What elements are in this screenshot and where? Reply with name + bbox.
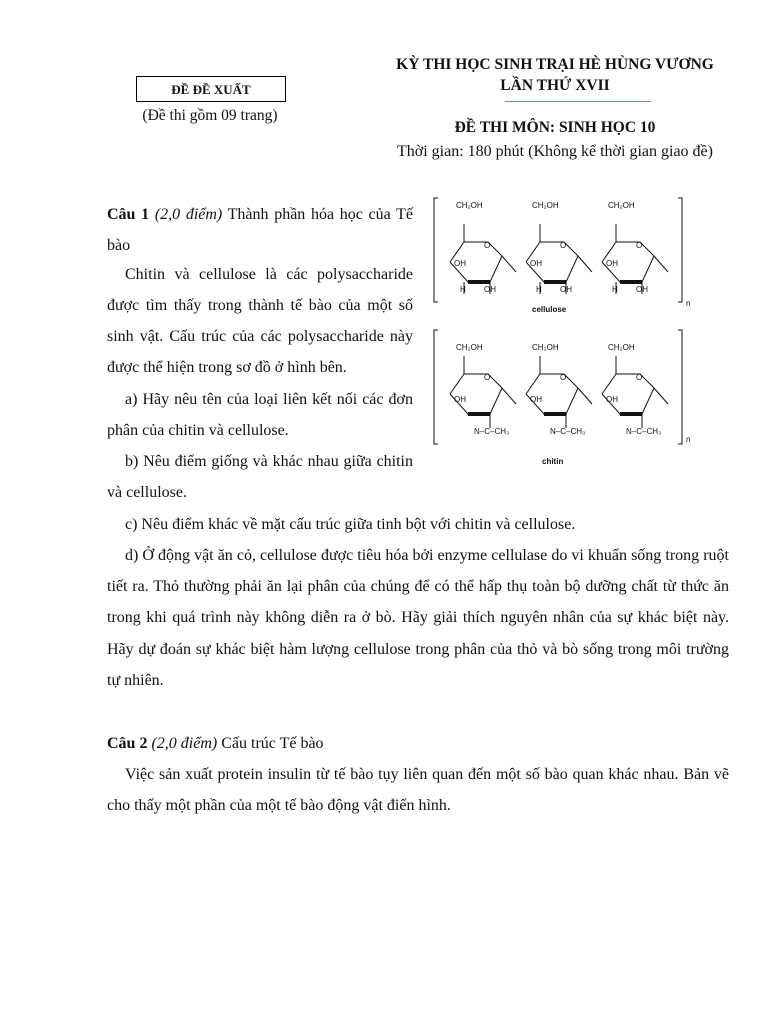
q1-part-c: c) Nêu điểm khác về mặt cấu trúc giữa tinh bột với chitin và cellulose. — [125, 516, 576, 533]
chitin-oh-1: OH — [454, 395, 466, 404]
cellulose-h-1: H — [460, 285, 466, 294]
cellulose-oh-1: OH — [454, 259, 466, 268]
cellulose-oh-2: OH — [530, 259, 542, 268]
q2-text: Việc sản xuất protein insulin từ tế bào tụy liên quan đến một số bào quan khác nhau. Bản vẽ cho thấy một phần của một tế bào động vật điển hình. — [107, 766, 729, 815]
cellulose-oh-3: OH — [606, 259, 618, 268]
chitin-ch2oh-3: CH₂OH — [608, 343, 635, 352]
proposed-exam-box: ĐỀ ĐỀ XUẤT — [136, 76, 286, 102]
q1-heading — [107, 199, 413, 261]
q1-part-b: b) Nêu điểm giống và khác nhau giữa chitin và cellulose. — [107, 453, 413, 501]
chitin-acetyl-2: N–C–CH₃ — [550, 427, 586, 436]
exam-time: Thời gian: 180 phút (Không kể thời gian giao đề) — [397, 143, 713, 160]
chitin-acetyl-3: N–C–CH₃ — [626, 427, 662, 436]
chitin-label: chitin — [542, 457, 564, 466]
chitin-o-2: O — [560, 373, 567, 382]
chitin-o-3: O — [636, 373, 643, 382]
chitin-oh-3: OH — [606, 395, 618, 404]
chitin-ch2oh-2: CH₂OH — [532, 343, 559, 352]
q1-label: Câu 1 — [107, 206, 150, 223]
cellulose-n: n — [686, 299, 691, 308]
q2-points: (2,0 điểm) — [151, 735, 218, 752]
cellulose-ch2oh-1: CH₂OH — [456, 201, 483, 210]
cellulose-oh-6: OH — [636, 285, 648, 294]
q1-intro: Chitin và cellulose là các polysaccharide được tìm thấy trong thành tế bào của một số sinh vật. Cấu trúc của các polysaccharide này được thể hiện trong sơ đồ ở hình bên. — [107, 266, 413, 376]
chitin-ch2oh-1: CH₂OH — [456, 343, 483, 352]
q1-topic: Thành phần hóa học của Tế bào — [107, 206, 414, 254]
exam-subject: ĐỀ THI MÔN: SINH HỌC 10 — [454, 119, 656, 136]
cellulose-h-2: H — [536, 285, 542, 294]
cellulose-ch2oh-3: CH₂OH — [608, 201, 635, 210]
q1-part-d: d) Ở động vật ăn cỏ, cellulose được tiêu hóa bởi enzyme cellulase do vi khuẩn sống trong ruột tiết ra. Thỏ thường phải ăn lại phân của chúng để có thể hấp thụ toàn bộ dưỡng chất từ thức ăn trong khi quá trình này không diễn ra ở bò. Hãy giải thích nguyên nhân của sự khác biệt này. Hãy dự đoán sự khác biệt hàm lượng cellulose trong phân của thỏ và bò sống trong môi trường tự nhiên. — [107, 547, 729, 689]
cellulose-o-1: O — [484, 241, 491, 250]
q2-heading — [107, 728, 729, 759]
chitin-o-1: O — [484, 373, 491, 382]
q1-part-a: a) Hãy nêu tên của loại liên kết nối các đơn phân của chitin và cellulose. — [107, 391, 413, 439]
cellulose-oh-4: OH — [484, 285, 496, 294]
title-underline — [505, 101, 651, 102]
cellulose-o-2: O — [560, 241, 567, 250]
cellulose-oh-5: OH — [560, 285, 572, 294]
chitin-n: n — [686, 435, 691, 444]
exam-title-line2: LẦN THỨ XVII — [500, 77, 610, 94]
cellulose-ch2oh-2: CH₂OH — [532, 201, 559, 210]
exam-title-line1: KỲ THI HỌC SINH TRẠI HÈ HÙNG VƯƠNG — [396, 56, 714, 73]
chitin-acetyl-1: N–C–CH₃ — [474, 427, 510, 436]
q2-topic: Cấu trúc Tế bào — [221, 735, 324, 752]
cellulose-o-3: O — [636, 241, 643, 250]
q1-points: (2,0 điểm) — [154, 206, 223, 223]
pages-note: (Đề thi gồm 09 trang) — [142, 107, 278, 124]
polysaccharide-structure-figure — [424, 190, 704, 470]
q2-label: Câu 2 — [107, 735, 148, 752]
chitin-oh-2: OH — [530, 395, 542, 404]
cellulose-label: cellulose — [532, 305, 567, 314]
cellulose-h-3: H — [612, 285, 618, 294]
